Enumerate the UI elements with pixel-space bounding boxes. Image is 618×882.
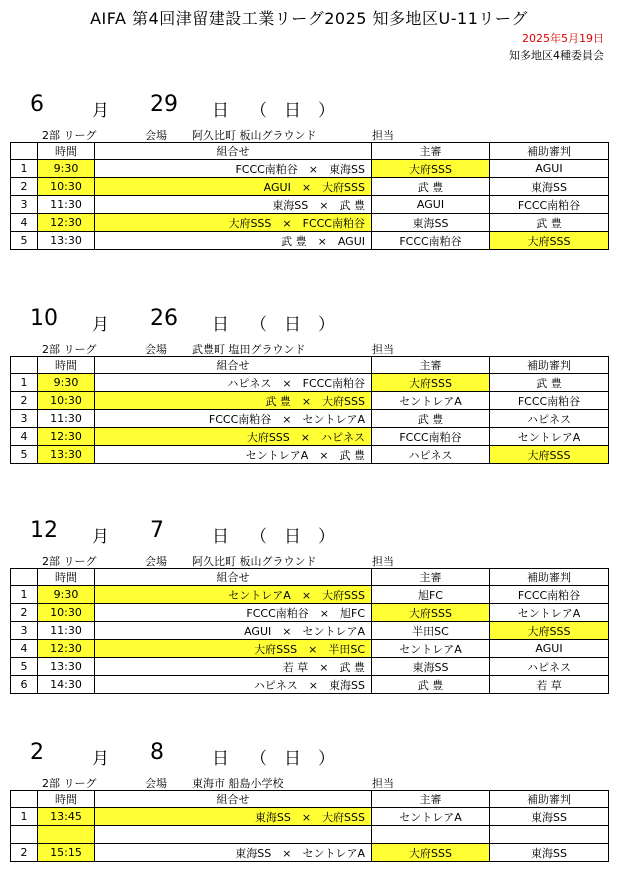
col-assistant-header: 補助審判 xyxy=(490,569,609,586)
col-match-header: 組合せ xyxy=(95,791,372,808)
month-value: 6 xyxy=(30,92,44,117)
month-value: 10 xyxy=(30,306,58,331)
league-name: 2部 リーグ xyxy=(42,555,97,568)
row-number: 3 xyxy=(11,622,38,640)
row-number: 1 xyxy=(11,160,38,178)
kickoff-time: 12:30 xyxy=(38,428,95,446)
day-value: 7 xyxy=(150,518,164,543)
main-referee: ハピネス xyxy=(372,446,490,464)
table-row xyxy=(11,196,609,214)
table-row xyxy=(11,676,609,694)
main-referee: 東海SS xyxy=(372,658,490,676)
row-number xyxy=(11,826,38,844)
row-number: 5 xyxy=(11,446,38,464)
table-row xyxy=(11,640,609,658)
table-header-row xyxy=(11,357,609,374)
main-referee xyxy=(372,826,490,844)
schedule-section xyxy=(0,306,618,464)
match-pairing: FCCC南粕谷 × 旭FC xyxy=(95,604,372,622)
venue-label: 会場 xyxy=(145,129,167,142)
kickoff-time: 12:30 xyxy=(38,640,95,658)
table-row xyxy=(11,604,609,622)
col-referee-header: 主審 xyxy=(372,791,490,808)
assistant-referee: 東海SS xyxy=(490,808,609,826)
match-pairing: FCCC南粕谷 × セントレアA xyxy=(95,410,372,428)
col-assistant-header: 補助審判 xyxy=(490,357,609,374)
col-match-header: 組合せ xyxy=(95,143,372,160)
row-number: 2 xyxy=(11,844,38,862)
schedule-table xyxy=(10,142,609,250)
match-pairing: 武 豊 × 大府SSS xyxy=(95,392,372,410)
col-time-header: 時間 xyxy=(38,143,95,160)
match-pairing: セントレアA × 大府SSS xyxy=(95,586,372,604)
kickoff-time: 13:30 xyxy=(38,658,95,676)
month-unit: 月 xyxy=(92,315,109,335)
table-row xyxy=(11,622,609,640)
table-row xyxy=(11,374,609,392)
schedule-section xyxy=(0,92,618,250)
main-referee: FCCC南粕谷 xyxy=(372,232,490,250)
main-referee: 旭FC xyxy=(372,586,490,604)
assistant-referee: ハピネス xyxy=(490,658,609,676)
assistant-referee: 大府SSS xyxy=(490,446,609,464)
kickoff-time: 15:15 xyxy=(38,844,95,862)
match-date-heading xyxy=(0,306,618,340)
main-referee: セントレアA xyxy=(372,640,490,658)
table-row xyxy=(11,232,609,250)
document-title: AIFA 第4回津留建設工業リーグ2025 知多地区U-11リーグ xyxy=(90,9,528,28)
match-date-heading xyxy=(0,92,618,126)
kickoff-time: 13:45 xyxy=(38,808,95,826)
venue-name: 阿久比町 板山グラウンド xyxy=(192,129,317,142)
main-referee: AGUI xyxy=(372,196,490,214)
assistant-referee: AGUI xyxy=(490,640,609,658)
match-pairing: 大府SSS × 半田SC xyxy=(95,640,372,658)
match-pairing: セントレアA × 武 豊 xyxy=(95,446,372,464)
assistant-referee: 大府SSS xyxy=(490,232,609,250)
month-value: 12 xyxy=(30,518,58,543)
charge-label: 担当 xyxy=(372,343,394,356)
main-referee: 東海SS xyxy=(372,214,490,232)
day-unit: 日 xyxy=(212,101,229,121)
main-referee: セントレアA xyxy=(372,392,490,410)
col-no-header xyxy=(11,569,38,586)
match-pairing: FCCC南粕谷 × 東海SS xyxy=(95,160,372,178)
match-pairing: 東海SS × セントレアA xyxy=(95,844,372,862)
venue-name: 阿久比町 板山グラウンド xyxy=(192,555,317,568)
row-number: 4 xyxy=(11,640,38,658)
col-match-header: 組合せ xyxy=(95,357,372,374)
kickoff-time: 10:30 xyxy=(38,178,95,196)
match-pairing: 武 豊 × AGUI xyxy=(95,232,372,250)
kickoff-time: 9:30 xyxy=(38,374,95,392)
row-number: 5 xyxy=(11,658,38,676)
assistant-referee: 東海SS xyxy=(490,178,609,196)
day-unit: 日 xyxy=(212,749,229,769)
month-unit: 月 xyxy=(92,749,109,769)
row-number: 2 xyxy=(11,178,38,196)
table-row xyxy=(11,214,609,232)
row-number: 5 xyxy=(11,232,38,250)
kickoff-time: 10:30 xyxy=(38,392,95,410)
table-row xyxy=(11,808,609,826)
schedule-table xyxy=(10,790,609,862)
main-referee: 半田SC xyxy=(372,622,490,640)
venue-info xyxy=(0,774,618,790)
month-unit: 月 xyxy=(92,101,109,121)
main-referee: 武 豊 xyxy=(372,676,490,694)
kickoff-time: 9:30 xyxy=(38,586,95,604)
table-row xyxy=(11,844,609,862)
match-date-heading xyxy=(0,518,618,552)
committee-name: 知多地区4種委員会 xyxy=(509,49,604,62)
table-row xyxy=(11,392,609,410)
table-header-row xyxy=(11,143,609,160)
issue-date: 2025年5月19日 xyxy=(522,32,604,45)
table-row xyxy=(11,410,609,428)
match-pairing: 大府SSS × ハピネス xyxy=(95,428,372,446)
schedule-table xyxy=(10,568,609,694)
schedule-section xyxy=(0,518,618,694)
match-pairing: 大府SSS × FCCC南粕谷 xyxy=(95,214,372,232)
main-referee: 大府SSS xyxy=(372,374,490,392)
col-assistant-header: 補助審判 xyxy=(490,143,609,160)
venue-label: 会場 xyxy=(145,777,167,790)
venue-name: 東海市 船島小学校 xyxy=(192,777,284,790)
league-name: 2部 リーグ xyxy=(42,343,97,356)
row-number: 3 xyxy=(11,410,38,428)
row-number: 6 xyxy=(11,676,38,694)
main-referee: 大府SSS xyxy=(372,844,490,862)
assistant-referee: 武 豊 xyxy=(490,214,609,232)
assistant-referee: 大府SSS xyxy=(490,622,609,640)
kickoff-time: 11:30 xyxy=(38,410,95,428)
row-number: 2 xyxy=(11,604,38,622)
assistant-referee: セントレアA xyxy=(490,604,609,622)
match-pairing: ハピネス × 東海SS xyxy=(95,676,372,694)
kickoff-time: 14:30 xyxy=(38,676,95,694)
schedule-section xyxy=(0,740,618,862)
match-pairing: AGUI × セントレアA xyxy=(95,622,372,640)
kickoff-time: 9:30 xyxy=(38,160,95,178)
table-row xyxy=(11,446,609,464)
day-value: 26 xyxy=(150,306,178,331)
match-pairing: 東海SS × 大府SSS xyxy=(95,808,372,826)
assistant-referee: セントレアA xyxy=(490,428,609,446)
charge-label: 担当 xyxy=(372,555,394,568)
table-row xyxy=(11,586,609,604)
weekday: （ 日 ） xyxy=(250,749,335,769)
col-time-header: 時間 xyxy=(38,791,95,808)
match-pairing: AGUI × 大府SSS xyxy=(95,178,372,196)
day-value: 8 xyxy=(150,740,164,765)
charge-label: 担当 xyxy=(372,129,394,142)
weekday: （ 日 ） xyxy=(250,527,335,547)
kickoff-time: 11:30 xyxy=(38,622,95,640)
kickoff-time: 12:30 xyxy=(38,214,95,232)
venue-info xyxy=(0,552,618,568)
main-referee: セントレアA xyxy=(372,808,490,826)
table-row xyxy=(11,658,609,676)
col-time-header: 時間 xyxy=(38,569,95,586)
assistant-referee: 武 豊 xyxy=(490,374,609,392)
row-number: 1 xyxy=(11,586,38,604)
row-number: 3 xyxy=(11,196,38,214)
col-no-header xyxy=(11,143,38,160)
col-assistant-header: 補助審判 xyxy=(490,791,609,808)
schedule-table xyxy=(10,356,609,464)
row-number: 4 xyxy=(11,214,38,232)
row-number: 4 xyxy=(11,428,38,446)
day-unit: 日 xyxy=(212,527,229,547)
league-name: 2部 リーグ xyxy=(42,129,97,142)
col-referee-header: 主審 xyxy=(372,569,490,586)
col-referee-header: 主審 xyxy=(372,357,490,374)
month-unit: 月 xyxy=(92,527,109,547)
table-row xyxy=(11,428,609,446)
day-value: 29 xyxy=(150,92,178,117)
col-time-header: 時間 xyxy=(38,357,95,374)
row-number: 2 xyxy=(11,392,38,410)
kickoff-time: 11:30 xyxy=(38,196,95,214)
main-referee: 大府SSS xyxy=(372,160,490,178)
table-header-row xyxy=(11,791,609,808)
assistant-referee: FCCC南粕谷 xyxy=(490,586,609,604)
main-referee: 大府SSS xyxy=(372,604,490,622)
kickoff-time: 13:30 xyxy=(38,232,95,250)
match-date-heading xyxy=(0,740,618,774)
assistant-referee: 若 草 xyxy=(490,676,609,694)
col-match-header: 組合せ xyxy=(95,569,372,586)
row-number: 1 xyxy=(11,374,38,392)
venue-info xyxy=(0,340,618,356)
main-referee: 武 豊 xyxy=(372,178,490,196)
kickoff-time: 10:30 xyxy=(38,604,95,622)
match-pairing: ハピネス × FCCC南粕谷 xyxy=(95,374,372,392)
venue-name: 武豊町 塩田グラウンド xyxy=(192,343,306,356)
col-referee-header: 主審 xyxy=(372,143,490,160)
match-pairing xyxy=(95,826,372,844)
assistant-referee: FCCC南粕谷 xyxy=(490,392,609,410)
weekday: （ 日 ） xyxy=(250,101,335,121)
table-header-row xyxy=(11,569,609,586)
assistant-referee: AGUI xyxy=(490,160,609,178)
table-row xyxy=(11,160,609,178)
col-no-header xyxy=(11,791,38,808)
assistant-referee: ハピネス xyxy=(490,410,609,428)
day-unit: 日 xyxy=(212,315,229,335)
assistant-referee: 東海SS xyxy=(490,844,609,862)
main-referee: 武 豊 xyxy=(372,410,490,428)
match-pairing: 若 草 × 武 豊 xyxy=(95,658,372,676)
assistant-referee xyxy=(490,826,609,844)
match-pairing: 東海SS × 武 豊 xyxy=(95,196,372,214)
league-name: 2部 リーグ xyxy=(42,777,97,790)
assistant-referee: FCCC南粕谷 xyxy=(490,196,609,214)
venue-label: 会場 xyxy=(145,555,167,568)
main-referee: FCCC南粕谷 xyxy=(372,428,490,446)
month-value: 2 xyxy=(30,740,44,765)
row-number: 1 xyxy=(11,808,38,826)
col-no-header xyxy=(11,357,38,374)
table-row xyxy=(11,826,609,844)
charge-label: 担当 xyxy=(372,777,394,790)
kickoff-time: 13:30 xyxy=(38,446,95,464)
weekday: （ 日 ） xyxy=(250,315,335,335)
venue-info xyxy=(0,126,618,142)
kickoff-time xyxy=(38,826,95,844)
table-row xyxy=(11,178,609,196)
venue-label: 会場 xyxy=(145,343,167,356)
